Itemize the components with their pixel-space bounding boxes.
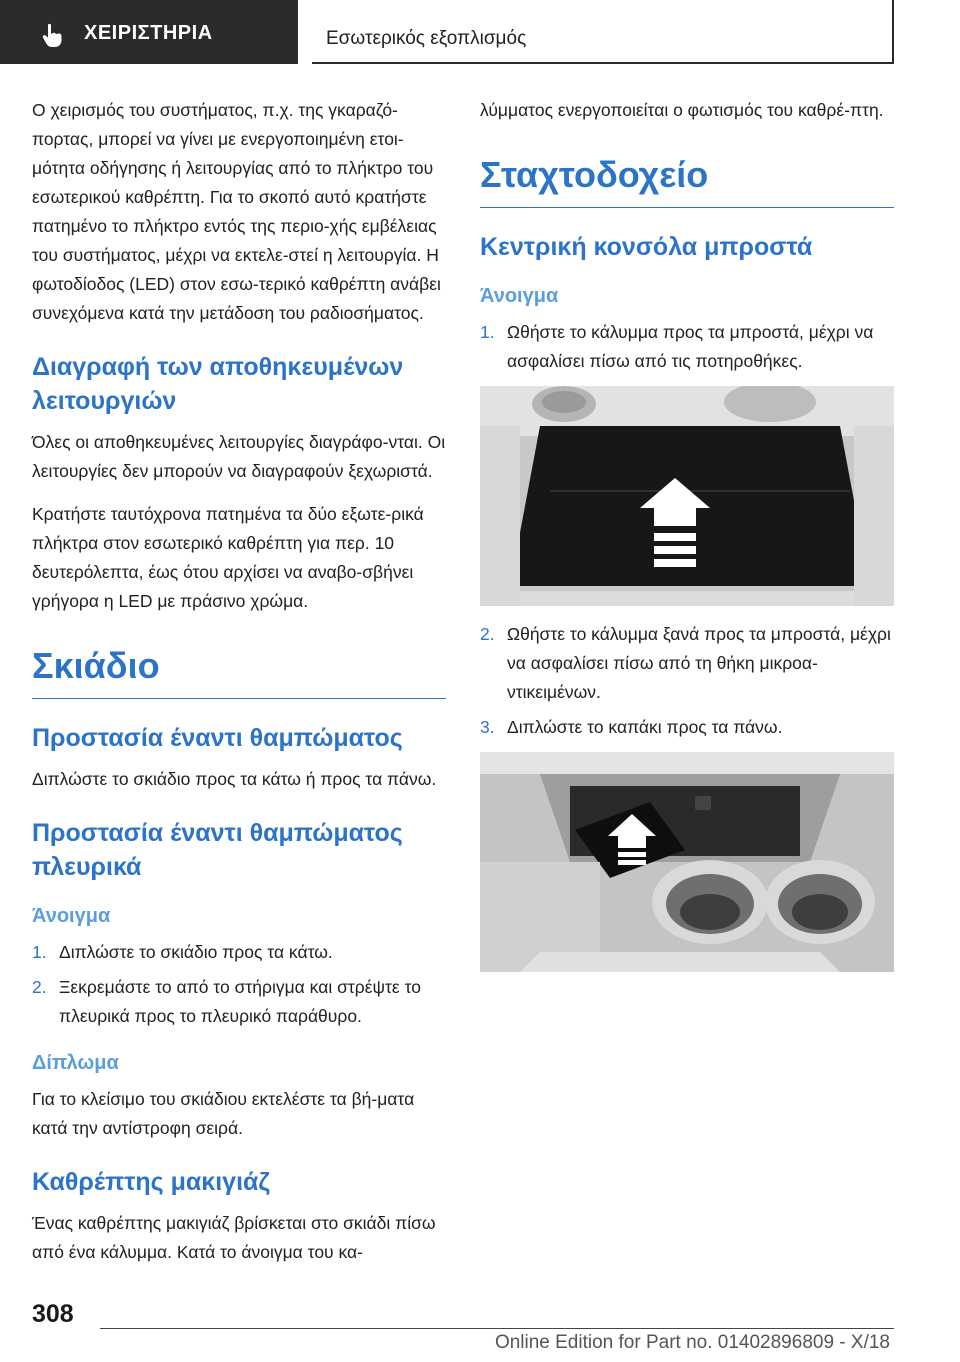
side-glare-heading: Προστασία έναντι θαμπώματος πλευρικά [32, 819, 403, 881]
list-item: 2. Ωθήστε το κάλυμμα ξανά προς τα μπροστά, μέχρι να ασφαλίσει πίσω από τη θήκη μικροα-ντικειμένων. [480, 624, 891, 702]
edition-footer: Online Edition for Part no. 01402896809 - X/18 [494, 1332, 890, 1353]
section-header [312, 0, 894, 64]
console-heading: Κεντρική κονσόλα μπροστά [480, 233, 813, 261]
list-item: 1. Ωθήστε το κάλυμμα προς τα μπροστά, μέχρι να ασφαλίσει πίσω από τις ποτηροθήκες. [480, 322, 874, 371]
mirror-heading: Καθρέπτης μακιγιάζ [32, 1168, 270, 1196]
page-number: 308 [32, 1300, 74, 1328]
section-label: Εσωτερικός εξοπλισμός [326, 28, 527, 49]
continued-paragraph: λύμματος ενεργοποιείται ο φωτισμός του καθρέ-πτη. [480, 100, 884, 120]
delete-paragraph-2: Κρατήστε ταυτόχρονα πατημένα τα δύο εξωτε-ρικά πλήκτρα στον εσωτερικό καθρέπτη για περ. 10 δευτερόλεπτα, έως ότου αρχίσει να αναβο-σβήνει γρήγορα η LED με πράσινο χρώμα. [32, 504, 424, 611]
chapter-label: ΧΕΙΡΙΣΤΗΡΙΑ [84, 22, 213, 44]
glare-paragraph: Διπλώστε το σκιάδιο προς τα κάτω ή προς τα πάνω. [32, 769, 437, 789]
ashtray-opening-heading: Άνοιγμα [480, 285, 559, 307]
ashtray-lid-illustration [480, 752, 894, 972]
folding-heading: Δίπλωμα [32, 1052, 119, 1074]
chapter-tab [0, 0, 298, 64]
delete-paragraph-1: Όλες οι αποθηκευμένες λειτουργίες διαγράφο-νται. Οι λειτουργίες δεν μπορούν να διαγραφούν ξεχωριστά. [32, 432, 446, 481]
footer-divider [100, 1328, 894, 1329]
delete-heading: Διαγραφή των αποθηκευμένων λειτουργιών [32, 353, 404, 415]
list-item: 2. Ξεκρεμάστε το από το στήριγμα και στρέψτε το πλευρικά προς το πλευρικό παράθυρο. [32, 977, 421, 1026]
sunvisor-title: Σκιάδιο [32, 644, 446, 699]
hand-pointer-icon [40, 22, 66, 48]
ashtray-title: Σταχτοδοχείο [480, 153, 894, 208]
sunvisor-opening-steps [32, 938, 446, 1031]
glare-heading: Προστασία έναντι θαμπώματος [32, 724, 403, 752]
list-item: 3. Διπλώστε το καπάκι προς τα πάνω. [480, 717, 783, 737]
intro-paragraph: Ο χειρισμός του συστήματος, π.χ. της γκαραζό-πορτας, μπορεί να γίνει με ενεργοποιημένη ετοι-μότητα οδήγησης ή λειτουργίας από το πλήκτρο του εσωτερικού καθρέπτη. Για το σκοπό αυτό κρατήστε πατημένο το πλήκτρο εντός της περιο-χής εμβέλειας του συστήματος, μέχρι να εκτελε-στεί η λειτουργία. Η φωτοδίοδος (LED) στον εσω-τερικό καθρέπτη ανάβει συνεχόμενα κατά την μετάδοση του ραδιοσήματος. [32, 100, 441, 323]
console-cover-illustration [480, 386, 894, 606]
left-column [32, 96, 446, 1281]
opening-heading: Άνοιγμα [32, 905, 111, 927]
ashtray-steps-a [480, 318, 894, 376]
right-column [480, 96, 894, 986]
ashtray-steps-b [480, 620, 894, 742]
folding-paragraph: Για το κλείσιμο του σκιάδιου εκτελέστε τα βή-ματα κατά την αντίστροφη σειρά. [32, 1089, 415, 1138]
list-item: 1. Διπλώστε το σκιάδιο προς τα κάτω. [32, 942, 333, 962]
mirror-paragraph: Ένας καθρέπτης μακιγιάζ βρίσκεται στο σκιάδι πίσω από ένα κάλυμμα. Κατά το άνοιγμα του κα- [32, 1213, 436, 1262]
